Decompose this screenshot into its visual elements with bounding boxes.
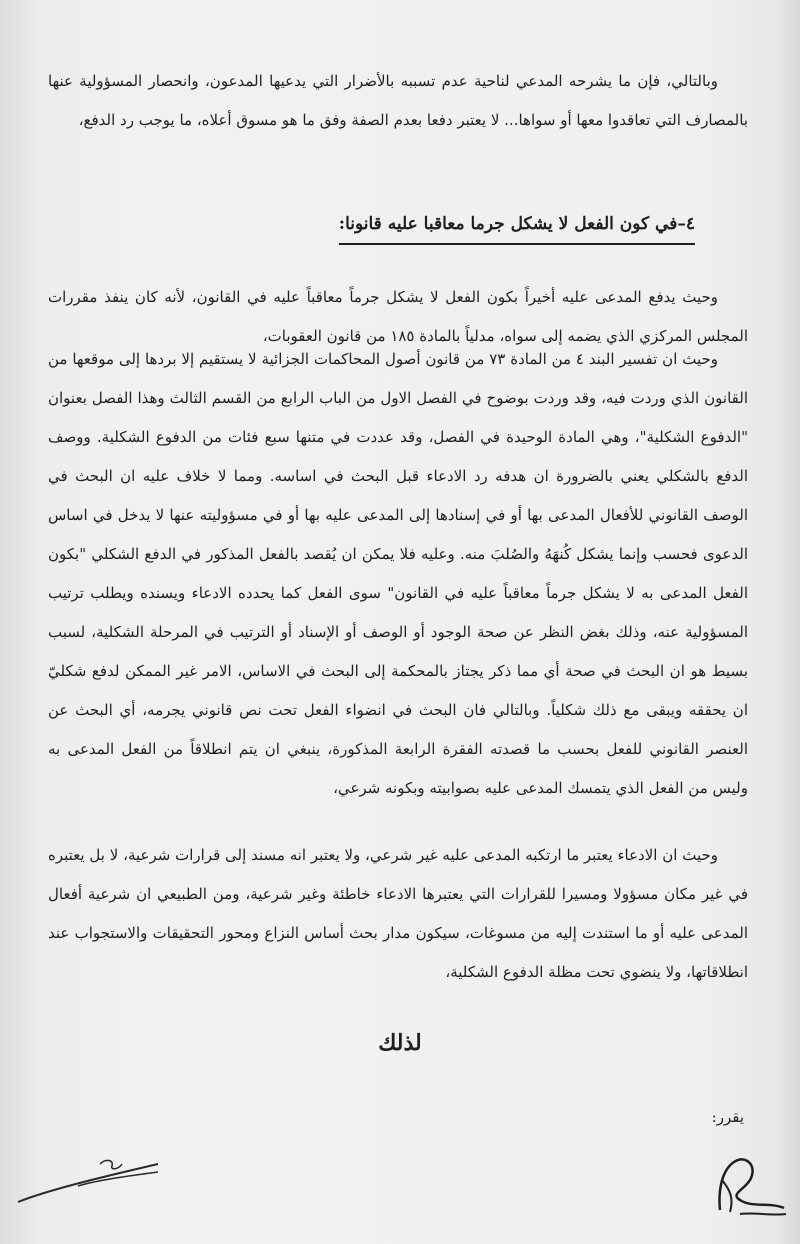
paragraph-2: وحيث يدفع المدعى عليه أخيراً بكون الفعل لا يشكل جرماً معاقباً عليه في القانون، لأنه كان ينفذ مقررات المجلس المركزي الذي يضمه إلى سواه، مدلياً بالمادة ١٨٥ من قانون العقوبات، xyxy=(48,288,748,345)
decision-label: يقرر: xyxy=(711,1108,744,1126)
text-block-4 xyxy=(48,836,748,992)
paragraph-1: وبالتالي، فإن ما يشرحه المدعي لناحية عدم تسببه بالأضرار التي يدعيها المدعون، وانحصار المسؤولية عنها بالمصارف التي تعاقدوا معها أو سواها... لا يعتبر دفعا بعدم الصفة وفق ما هو مسوق أعلاه، ما يوجب رد الدفع، xyxy=(48,72,748,129)
signature xyxy=(700,1150,790,1225)
text-block-3 xyxy=(48,340,748,808)
conclusion-title: لذلك xyxy=(378,1030,422,1056)
section-heading: ٤–في كون الفعل لا يشكل جرما معاقبا عليه قانونا: xyxy=(339,207,695,245)
text-block-1 xyxy=(48,62,748,140)
paragraph-4: وحيث ان الادعاء يعتبر ما ارتكبه المدعى عليه غير شرعي، ولا يعتبر انه مسند إلى قرارات شرعية، لا بل يعتبره في غير مكان مسؤولا ومسيرا للقرارات التي يعتبرها الادعاء خاطئة وغير شرعية، ومن الطبيعي ان شرعية أفعال المدعى عليه أو ما استندت إليه من مسوغات، سيكون مدار بحث أساس النزاع ومحور التحقيقات والاستجواب عند انطلاقاتها، ولا ينضوي تحت مظلة الدفوع الشكلية، xyxy=(48,846,748,981)
handwritten-mark xyxy=(8,1150,168,1210)
paragraph-3: وحيث ان تفسير البند ٤ من المادة ٧٣ من قانون أصول المحاكمات الجزائية لا يستقيم إلا بردها إلى موقعها من القانون الذي وردت فيه، وقد وردت بوضوح في الفصل الاول من الباب الرابع من القسم الثالث وهذا الفصل بعنوان "الدفوع الشكلية"، وهي المادة الوحيدة في الفصل، وقد عددت في متنها سبع فئات من الدفوع الشكلية. ووصف الدفع بالشكلي يعني بالضرورة ان هدفه رد الادعاء قبل البحث في اساسه. ومما لا خلاف عليه ان البحث في الوصف القانوني للأفعال المدعى بها أو في إسنادها إلى المدعى عليه بها أو في مسؤوليته عنها لا يدخل في اساس الدعوى فحسب وإنما يشكل كُنهَهُ والصُلبَ منه. وعليه فلا يمكن ان يُقصد بالفعل المذكور في الدفع الشكلي "بكون الفعل المدعى به لا يشكل جرماً معاقباً عليه في القانون" سوى الفعل كما يحدده الادعاء ويسنده ويطلب ترتيب المسؤولية عنه، وذلك بغض النظر عن صحة الوجود أو الوصف أو الإسناد أو الترتيب في المرحلة الشكلية، لسبب بسيط هو ان البحث في صحة أي مما ذكر يجتاز بالمحكمة إلى البحث في الاساس، الامر غير الممكن لدفع شكليّ ان يحققه ويبقى مع ذلك شكلياً. وبالتالي فان البحث في انضواء الفعل تحت نص قانوني يجرمه، أي البحث عن العنصر القانوني للفعل بحسب ما قصدته الفقرة الرابعة المذكورة، ينبغي ان يتم انطلاقاً من الفعل المدعى به وليس من الفعل الذي يتمسك المدعى عليه بصوابيته وبكونه شرعي، xyxy=(48,350,749,797)
